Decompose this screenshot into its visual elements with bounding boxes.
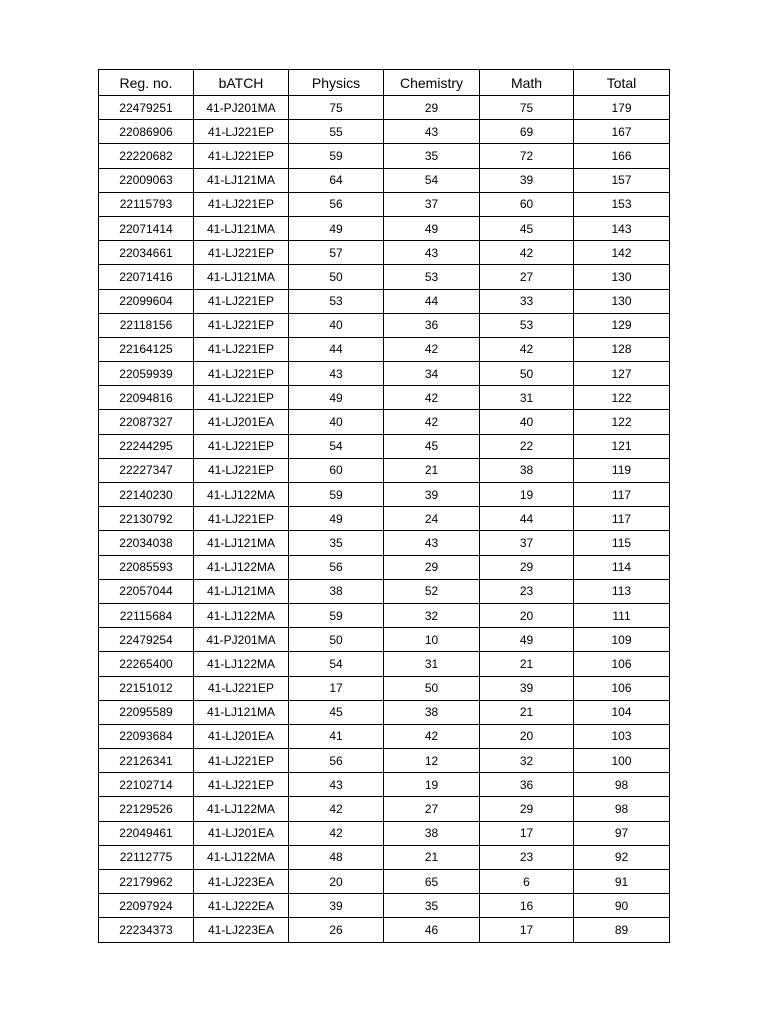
cell-chemistry: 12 [384, 749, 480, 773]
cell-math: 39 [480, 168, 574, 192]
cell-batch: 41-LJ121MA [194, 579, 289, 603]
cell-math: 37 [480, 531, 574, 555]
cell-reg-no: 22118156 [99, 313, 194, 337]
cell-chemistry: 38 [384, 700, 480, 724]
cell-physics: 59 [289, 144, 384, 168]
cell-reg-no: 22234373 [99, 918, 194, 942]
table-row [99, 362, 670, 386]
cell-reg-no: 22097924 [99, 894, 194, 918]
cell-total: 114 [574, 555, 670, 579]
cell-total: 143 [574, 216, 670, 240]
cell-reg-no: 22126341 [99, 749, 194, 773]
cell-batch: 41-LJ122MA [194, 652, 289, 676]
table-row [99, 120, 670, 144]
cell-chemistry: 29 [384, 96, 480, 120]
cell-chemistry: 36 [384, 313, 480, 337]
cell-reg-no: 22071416 [99, 265, 194, 289]
cell-chemistry: 21 [384, 458, 480, 482]
cell-total: 127 [574, 362, 670, 386]
cell-reg-no: 22227347 [99, 458, 194, 482]
cell-physics: 49 [289, 386, 384, 410]
cell-batch: 41-LJ221EP [194, 144, 289, 168]
cell-batch: 41-LJ121MA [194, 531, 289, 555]
table-row [99, 168, 670, 192]
cell-math: 50 [480, 362, 574, 386]
cell-chemistry: 21 [384, 845, 480, 869]
cell-batch: 41-LJ222EA [194, 894, 289, 918]
cell-chemistry: 45 [384, 434, 480, 458]
table-row [99, 652, 670, 676]
cell-batch: 41-PJ201MA [194, 628, 289, 652]
cell-chemistry: 38 [384, 821, 480, 845]
table-row [99, 337, 670, 361]
cell-physics: 44 [289, 337, 384, 361]
cell-physics: 35 [289, 531, 384, 555]
table-row [99, 265, 670, 289]
cell-reg-no: 22049461 [99, 821, 194, 845]
table-row [99, 289, 670, 313]
cell-batch: 41-LJ122MA [194, 483, 289, 507]
cell-batch: 41-LJ122MA [194, 555, 289, 579]
table-row [99, 434, 670, 458]
cell-math: 20 [480, 603, 574, 627]
table-row [99, 313, 670, 337]
cell-reg-no: 22479251 [99, 96, 194, 120]
cell-math: 38 [480, 458, 574, 482]
cell-chemistry: 54 [384, 168, 480, 192]
cell-math: 21 [480, 700, 574, 724]
cell-math: 49 [480, 628, 574, 652]
cell-math: 42 [480, 241, 574, 265]
table-row [99, 821, 670, 845]
cell-batch: 41-LJ121MA [194, 168, 289, 192]
table-row [99, 410, 670, 434]
cell-chemistry: 39 [384, 483, 480, 507]
cell-reg-no: 22129526 [99, 797, 194, 821]
table-row [99, 216, 670, 240]
cell-reg-no: 22057044 [99, 579, 194, 603]
cell-chemistry: 43 [384, 120, 480, 144]
cell-math: 36 [480, 773, 574, 797]
cell-total: 98 [574, 773, 670, 797]
cell-physics: 49 [289, 216, 384, 240]
table-row [99, 724, 670, 748]
cell-batch: 41-LJ122MA [194, 797, 289, 821]
cell-total: 167 [574, 120, 670, 144]
cell-reg-no: 22112775 [99, 845, 194, 869]
table-row [99, 531, 670, 555]
cell-reg-no: 22115684 [99, 603, 194, 627]
cell-physics: 64 [289, 168, 384, 192]
table-row [99, 628, 670, 652]
cell-reg-no: 22034661 [99, 241, 194, 265]
cell-batch: 41-LJ221EP [194, 313, 289, 337]
cell-math: 19 [480, 483, 574, 507]
cell-chemistry: 34 [384, 362, 480, 386]
cell-total: 115 [574, 531, 670, 555]
cell-physics: 59 [289, 603, 384, 627]
cell-batch: 41-LJ122MA [194, 845, 289, 869]
cell-math: 29 [480, 797, 574, 821]
cell-math: 33 [480, 289, 574, 313]
cell-total: 142 [574, 241, 670, 265]
cell-chemistry: 53 [384, 265, 480, 289]
cell-math: 6 [480, 870, 574, 894]
cell-physics: 38 [289, 579, 384, 603]
table-row [99, 507, 670, 531]
cell-physics: 41 [289, 724, 384, 748]
cell-reg-no: 22244295 [99, 434, 194, 458]
cell-physics: 56 [289, 749, 384, 773]
cell-batch: 41-LJ221EP [194, 507, 289, 531]
cell-chemistry: 35 [384, 144, 480, 168]
cell-reg-no: 22086906 [99, 120, 194, 144]
table-row [99, 579, 670, 603]
cell-physics: 45 [289, 700, 384, 724]
cell-total: 130 [574, 265, 670, 289]
table-row [99, 773, 670, 797]
cell-physics: 60 [289, 458, 384, 482]
cell-reg-no: 22179962 [99, 870, 194, 894]
cell-physics: 59 [289, 483, 384, 507]
cell-total: 166 [574, 144, 670, 168]
cell-physics: 50 [289, 628, 384, 652]
table-row [99, 797, 670, 821]
cell-total: 153 [574, 192, 670, 216]
table-header [99, 70, 670, 96]
cell-chemistry: 42 [384, 386, 480, 410]
cell-total: 117 [574, 483, 670, 507]
cell-chemistry: 31 [384, 652, 480, 676]
cell-physics: 54 [289, 434, 384, 458]
table-body [99, 96, 670, 943]
cell-reg-no: 22479254 [99, 628, 194, 652]
cell-total: 97 [574, 821, 670, 845]
cell-chemistry: 46 [384, 918, 480, 942]
cell-total: 179 [574, 96, 670, 120]
cell-batch: 41-LJ122MA [194, 603, 289, 627]
cell-math: 69 [480, 120, 574, 144]
table-row [99, 676, 670, 700]
table-row [99, 870, 670, 894]
cell-chemistry: 44 [384, 289, 480, 313]
cell-reg-no: 22140230 [99, 483, 194, 507]
cell-math: 31 [480, 386, 574, 410]
cell-chemistry: 43 [384, 241, 480, 265]
cell-physics: 48 [289, 845, 384, 869]
cell-physics: 56 [289, 555, 384, 579]
cell-batch: 41-LJ121MA [194, 216, 289, 240]
cell-batch: 41-LJ221EP [194, 192, 289, 216]
cell-physics: 56 [289, 192, 384, 216]
header-math: Math [480, 70, 574, 96]
cell-chemistry: 35 [384, 894, 480, 918]
cell-physics: 42 [289, 797, 384, 821]
header-chemistry: Chemistry [384, 70, 480, 96]
cell-total: 100 [574, 749, 670, 773]
cell-total: 117 [574, 507, 670, 531]
cell-batch: 41-LJ221EP [194, 773, 289, 797]
cell-total: 104 [574, 700, 670, 724]
cell-chemistry: 27 [384, 797, 480, 821]
table-row [99, 918, 670, 942]
cell-physics: 20 [289, 870, 384, 894]
cell-math: 44 [480, 507, 574, 531]
cell-math: 23 [480, 579, 574, 603]
cell-reg-no: 22115793 [99, 192, 194, 216]
cell-batch: 41-LJ121MA [194, 700, 289, 724]
header-total: Total [574, 70, 670, 96]
cell-math: 29 [480, 555, 574, 579]
cell-chemistry: 42 [384, 410, 480, 434]
cell-total: 89 [574, 918, 670, 942]
cell-reg-no: 22102714 [99, 773, 194, 797]
cell-chemistry: 10 [384, 628, 480, 652]
cell-batch: 41-LJ221EP [194, 458, 289, 482]
table-row [99, 603, 670, 627]
cell-total: 92 [574, 845, 670, 869]
cell-total: 113 [574, 579, 670, 603]
cell-batch: 41-LJ221EP [194, 120, 289, 144]
cell-batch: 41-LJ121MA [194, 265, 289, 289]
cell-total: 98 [574, 797, 670, 821]
cell-physics: 57 [289, 241, 384, 265]
header-batch: bATCH [194, 70, 289, 96]
cell-chemistry: 50 [384, 676, 480, 700]
cell-reg-no: 22085593 [99, 555, 194, 579]
cell-math: 20 [480, 724, 574, 748]
cell-math: 39 [480, 676, 574, 700]
cell-physics: 54 [289, 652, 384, 676]
cell-total: 111 [574, 603, 670, 627]
table-row [99, 700, 670, 724]
cell-physics: 42 [289, 821, 384, 845]
cell-math: 17 [480, 821, 574, 845]
cell-math: 22 [480, 434, 574, 458]
table-row [99, 144, 670, 168]
cell-batch: 41-LJ201EA [194, 410, 289, 434]
cell-total: 121 [574, 434, 670, 458]
header-reg-no: Reg. no. [99, 70, 194, 96]
cell-math: 40 [480, 410, 574, 434]
cell-total: 122 [574, 386, 670, 410]
table-row [99, 845, 670, 869]
cell-chemistry: 37 [384, 192, 480, 216]
cell-reg-no: 22087327 [99, 410, 194, 434]
cell-total: 103 [574, 724, 670, 748]
cell-batch: 41-LJ221EP [194, 749, 289, 773]
table-row [99, 458, 670, 482]
cell-total: 119 [574, 458, 670, 482]
cell-reg-no: 22059939 [99, 362, 194, 386]
cell-total: 109 [574, 628, 670, 652]
cell-total: 106 [574, 676, 670, 700]
cell-physics: 17 [289, 676, 384, 700]
cell-total: 122 [574, 410, 670, 434]
cell-total: 157 [574, 168, 670, 192]
cell-math: 75 [480, 96, 574, 120]
cell-physics: 49 [289, 507, 384, 531]
cell-reg-no: 22265400 [99, 652, 194, 676]
cell-chemistry: 43 [384, 531, 480, 555]
table-row [99, 96, 670, 120]
cell-math: 27 [480, 265, 574, 289]
cell-math: 45 [480, 216, 574, 240]
cell-reg-no: 22130792 [99, 507, 194, 531]
cell-physics: 43 [289, 362, 384, 386]
table-row [99, 192, 670, 216]
cell-reg-no: 22151012 [99, 676, 194, 700]
table-row [99, 386, 670, 410]
cell-batch: 41-PJ201MA [194, 96, 289, 120]
cell-reg-no: 22095589 [99, 700, 194, 724]
cell-batch: 41-LJ221EP [194, 241, 289, 265]
cell-batch: 41-LJ223EA [194, 870, 289, 894]
cell-reg-no: 22094816 [99, 386, 194, 410]
cell-math: 60 [480, 192, 574, 216]
cell-chemistry: 52 [384, 579, 480, 603]
table-row [99, 483, 670, 507]
header-row [99, 70, 670, 96]
cell-total: 129 [574, 313, 670, 337]
cell-batch: 41-LJ223EA [194, 918, 289, 942]
cell-reg-no: 22164125 [99, 337, 194, 361]
cell-physics: 43 [289, 773, 384, 797]
cell-math: 53 [480, 313, 574, 337]
cell-batch: 41-LJ221EP [194, 434, 289, 458]
cell-physics: 75 [289, 96, 384, 120]
cell-batch: 41-LJ201EA [194, 724, 289, 748]
cell-math: 72 [480, 144, 574, 168]
cell-physics: 50 [289, 265, 384, 289]
cell-math: 23 [480, 845, 574, 869]
table-row [99, 241, 670, 265]
cell-chemistry: 24 [384, 507, 480, 531]
cell-batch: 41-LJ221EP [194, 362, 289, 386]
cell-reg-no: 22034038 [99, 531, 194, 555]
cell-physics: 53 [289, 289, 384, 313]
cell-chemistry: 32 [384, 603, 480, 627]
cell-chemistry: 42 [384, 724, 480, 748]
table-row [99, 555, 670, 579]
cell-reg-no: 22071414 [99, 216, 194, 240]
table-row [99, 894, 670, 918]
cell-math: 42 [480, 337, 574, 361]
cell-total: 130 [574, 289, 670, 313]
header-physics: Physics [289, 70, 384, 96]
cell-math: 21 [480, 652, 574, 676]
cell-total: 128 [574, 337, 670, 361]
cell-math: 16 [480, 894, 574, 918]
cell-math: 32 [480, 749, 574, 773]
cell-reg-no: 22099604 [99, 289, 194, 313]
cell-batch: 41-LJ201EA [194, 821, 289, 845]
cell-batch: 41-LJ221EP [194, 337, 289, 361]
cell-chemistry: 42 [384, 337, 480, 361]
cell-chemistry: 49 [384, 216, 480, 240]
cell-physics: 39 [289, 894, 384, 918]
cell-reg-no: 22009063 [99, 168, 194, 192]
results-table [98, 69, 670, 943]
cell-reg-no: 22093684 [99, 724, 194, 748]
cell-reg-no: 22220682 [99, 144, 194, 168]
cell-math: 17 [480, 918, 574, 942]
cell-physics: 26 [289, 918, 384, 942]
cell-chemistry: 29 [384, 555, 480, 579]
cell-chemistry: 19 [384, 773, 480, 797]
table-row [99, 749, 670, 773]
cell-batch: 41-LJ221EP [194, 386, 289, 410]
cell-total: 90 [574, 894, 670, 918]
cell-physics: 55 [289, 120, 384, 144]
cell-chemistry: 65 [384, 870, 480, 894]
cell-physics: 40 [289, 410, 384, 434]
cell-physics: 40 [289, 313, 384, 337]
cell-batch: 41-LJ221EP [194, 289, 289, 313]
cell-total: 91 [574, 870, 670, 894]
cell-batch: 41-LJ221EP [194, 676, 289, 700]
cell-total: 106 [574, 652, 670, 676]
